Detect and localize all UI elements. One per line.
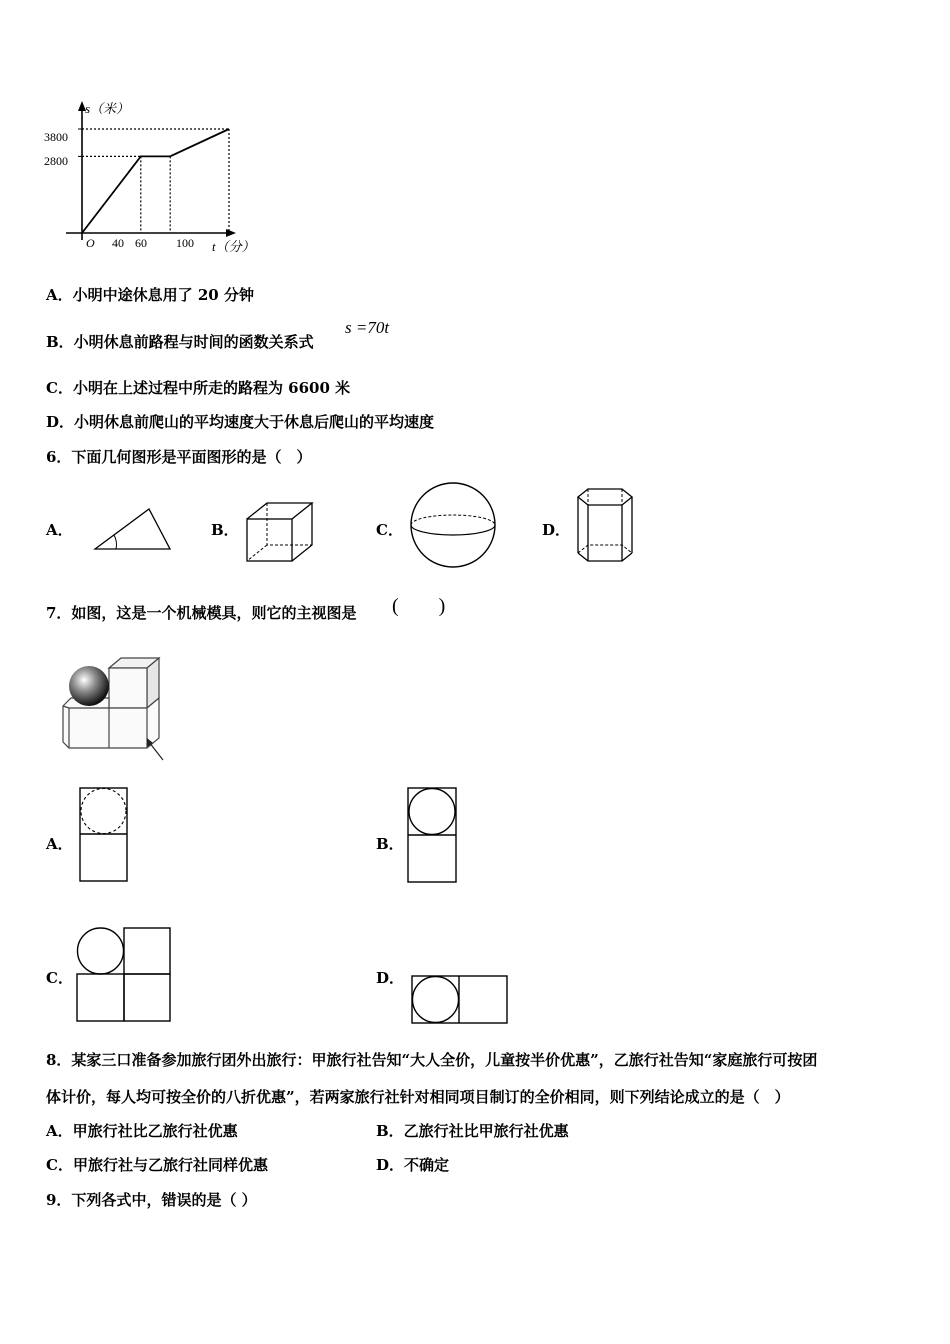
q9-question: 9．下列各式中，错误的是（ ） [46, 1191, 257, 1209]
q5-option-b: B．小明休息前路程与时间的函数关系式 [46, 333, 314, 351]
q5-option-b-formula: s =70t [345, 318, 390, 337]
q7-view-b [404, 785, 462, 885]
q8-option-d: D．不确定 [376, 1156, 450, 1174]
q7-question: 7．如图，这是一个机械模具，则它的主视图是 [46, 604, 357, 622]
y-tick-label: 2800 [44, 154, 68, 168]
q8-option-c: C．甲旅行社与乙旅行社同样优惠 [46, 1156, 268, 1174]
q5-option-c: C．小明在上述过程中所走的路程为 6600 米 [46, 379, 351, 397]
q6-label-d: D． [542, 521, 571, 539]
q6-label-c: C． [376, 521, 403, 539]
cube-figure [238, 495, 323, 567]
origin-label: O [86, 236, 95, 250]
x-tick-label: 60 [135, 236, 147, 250]
x-axis-label: t（分） [212, 239, 255, 254]
guide-lines [78, 129, 229, 233]
q7-label-a: A． [46, 835, 73, 853]
q6-question: 6．下面几何图形是平面图形的是（ ） [46, 448, 312, 466]
y-axis-label: s（米） [85, 101, 130, 116]
q7-label-d: D． [376, 969, 405, 987]
x-tick-label: 100 [176, 236, 194, 250]
q7-label-c: C． [46, 969, 73, 987]
q8-question-line2: 体计价，每人均可按全价的八折优惠”，若两家旅行社针对相同项目制订的全价相同，则下列结论成立的是（ ） [46, 1088, 790, 1106]
distance-time-graph [40, 95, 270, 260]
q7-paren: ( ) [392, 595, 446, 617]
triangle-figure [78, 495, 188, 565]
q7-label-b: B． [376, 835, 404, 853]
q5-option-a: A．小明中途休息用了 20 分钟 [46, 286, 254, 304]
q8-option-b: B．乙旅行社比甲旅行社优惠 [376, 1122, 569, 1140]
q8-option-a: A．甲旅行社比乙旅行社优惠 [46, 1122, 238, 1140]
mold-3d-figure [55, 650, 175, 765]
y-tick-label: 3800 [44, 130, 68, 144]
distance-series-line [82, 129, 229, 233]
x-axis-arrow [226, 229, 236, 237]
q7-view-a [76, 785, 132, 885]
q8-question-line1: 8．某家三口准备参加旅行团外出旅行：甲旅行社告知“大人全价，儿童按半价优惠”，乙旅行社告知“家庭旅行可按团 [46, 1051, 818, 1069]
q7-view-d [408, 972, 512, 1028]
sphere-figure [405, 478, 510, 573]
q6-label-a: A． [46, 521, 73, 539]
hexagonal-prism-figure [570, 483, 650, 568]
x-tick-label: 40 [112, 236, 124, 250]
q6-label-b: B． [211, 521, 239, 539]
q7-view-c [72, 924, 176, 1026]
q5-option-d: D．小明休息前爬山的平均速度大于休息后爬山的平均速度 [46, 413, 435, 431]
